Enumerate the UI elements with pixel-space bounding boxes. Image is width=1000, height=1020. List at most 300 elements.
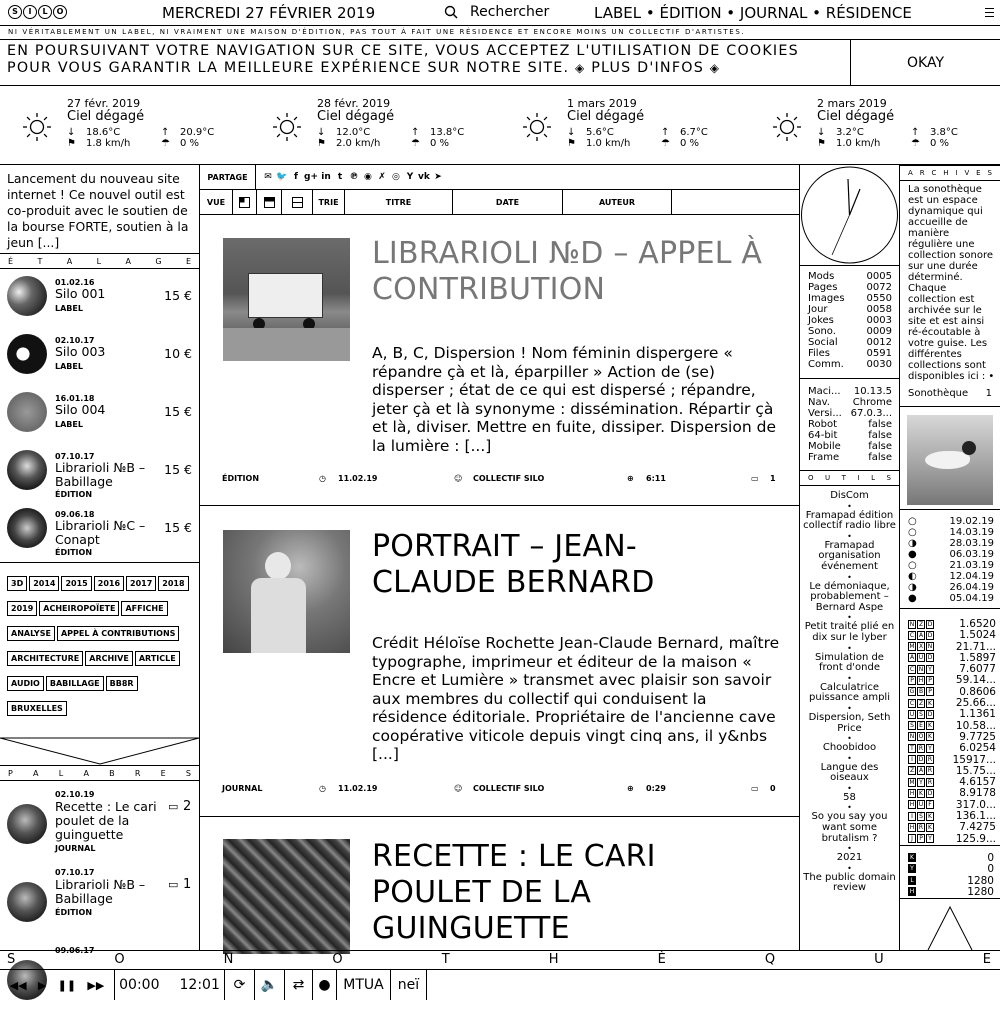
sono-letter: È xyxy=(657,952,666,967)
header-letter: H xyxy=(943,169,949,177)
item-title[interactable]: Librarioli №B – Babillage xyxy=(55,460,146,489)
post-excerpt: Crédit Héloïse Rochette Jean-Claude Bernard, maître typographe, imprimeur et éditeur de la maison « Encre et Lumière » transmet avec plaisir son savoir aux membres du collectif qui conduisent la résidence éditoriale. Propriétaire de l'ancienne cave coopérative viticole depuis vingt cinq ans, il y&nbs [...] xyxy=(372,634,780,763)
thread-count: 1 xyxy=(183,877,192,892)
code-letter: K xyxy=(926,812,934,821)
tag-link[interactable]: BB8R xyxy=(106,676,138,691)
moon-date: 05.04.19 xyxy=(949,593,994,604)
sono-letter: U xyxy=(874,952,884,967)
currency-rates xyxy=(908,619,996,845)
shop-item[interactable] xyxy=(0,270,198,332)
moon-phase-icon: ◐ xyxy=(908,571,917,582)
thermometer-high-icon: ↑ xyxy=(161,127,170,138)
twitter-share-icon[interactable]: 🐦 xyxy=(276,172,288,182)
next-track-icon[interactable]: ▶▶ xyxy=(87,978,105,992)
diamond-icon: ◈ xyxy=(709,61,721,75)
clock-icon: ◷ xyxy=(319,784,326,793)
item-date: 02.10.17 xyxy=(55,336,95,345)
header-letter: L xyxy=(871,474,875,482)
post-date: 11.02.19 xyxy=(338,784,378,793)
currency-row xyxy=(908,709,996,720)
hacker-news-share-icon[interactable]: Y xyxy=(406,172,414,182)
tool-link[interactable]: So you say you want some brutalism ? xyxy=(811,811,888,844)
moon-phase-icon: ○ xyxy=(908,560,917,571)
header-letter: R xyxy=(134,768,141,778)
moon-phase-row xyxy=(908,571,994,582)
post-category[interactable]: ÉDITION xyxy=(222,474,260,483)
email-share-icon[interactable]: ✉ xyxy=(264,172,272,182)
sono-letter: Q xyxy=(764,952,776,967)
currency-code xyxy=(908,811,935,822)
sonotheque-link[interactable] xyxy=(908,388,992,399)
reddit-share-icon[interactable]: ◉ xyxy=(364,172,372,182)
currency-row xyxy=(908,834,996,845)
post-duration: 0:29 xyxy=(646,784,666,793)
tag-link[interactable]: ANALYSE xyxy=(7,626,55,641)
search-input[interactable]: Rechercher xyxy=(470,4,550,20)
tool-link[interactable]: The public domain review xyxy=(803,871,896,894)
wind-flag-icon: ⚑ xyxy=(67,138,76,149)
code-letter: S xyxy=(917,710,925,719)
stat-row-label: Social xyxy=(808,337,838,348)
currency-value: 4.6157 xyxy=(959,776,996,789)
sono-letter: E xyxy=(982,952,991,967)
code-letter: H xyxy=(918,676,924,684)
moon-phase-icon: ◑ xyxy=(908,582,917,593)
record-cover xyxy=(7,392,47,432)
view-compact-icon[interactable] xyxy=(282,190,313,214)
sys-row-label: Robot xyxy=(808,419,838,430)
code-letter: D xyxy=(927,710,933,718)
author-icon: ☺ xyxy=(454,784,463,793)
post-duration: 6:11 xyxy=(646,474,666,483)
record-cover xyxy=(7,450,47,490)
main-nav[interactable]: LABEL • ÉDITION • JOURNAL • RÉSIDENCE xyxy=(594,4,912,22)
header-letter: I xyxy=(955,169,958,177)
weather-rain: 0 % xyxy=(930,138,950,149)
currency-value: 1.5897 xyxy=(959,651,996,664)
moon-phase-row xyxy=(908,582,994,593)
weather-wind: 2.0 km/h xyxy=(336,138,381,149)
stat-row-label: Jokes xyxy=(808,315,834,326)
item-price: 15 € xyxy=(164,288,192,303)
stat-row xyxy=(808,337,892,348)
sys-row-value: false xyxy=(868,441,892,452)
tag-link[interactable]: 2019 xyxy=(7,601,37,616)
currency-code xyxy=(908,766,935,777)
item-category[interactable]: LABEL xyxy=(55,420,83,429)
tag-link[interactable]: ARCHITECTURE xyxy=(7,651,83,666)
weather-strip xyxy=(0,86,1000,165)
header-letter: B xyxy=(109,768,115,778)
tag-link[interactable]: APPEL À CONTRIBUTIONS xyxy=(57,626,180,641)
item-category[interactable]: LABEL xyxy=(55,362,83,371)
sono-letter: T xyxy=(441,952,450,967)
code-letter: P xyxy=(926,676,934,685)
header-letter: O xyxy=(808,474,814,482)
currency-code xyxy=(908,755,935,766)
item-date: 16.01.18 xyxy=(55,394,95,403)
archives-column xyxy=(900,165,1000,950)
site-stats xyxy=(808,271,892,370)
post-image[interactable] xyxy=(223,839,350,954)
view-grid-icon[interactable] xyxy=(233,190,257,214)
bullet-separator: • xyxy=(847,501,852,511)
sys-row xyxy=(808,441,892,452)
whatsapp-share-icon[interactable]: ◎ xyxy=(392,172,400,182)
code-letter: G xyxy=(909,688,915,696)
google-plus-share-icon[interactable]: g+ xyxy=(304,172,318,182)
currency-value: 0.8606 xyxy=(959,685,996,698)
tag-link[interactable]: AUDIO xyxy=(7,676,44,691)
item-title[interactable]: Silo 001 xyxy=(55,286,106,301)
tool-link[interactable]: Simulation de front d'onde xyxy=(815,651,884,674)
tool-link[interactable]: 58 xyxy=(843,791,856,803)
thread-thumbnail xyxy=(7,804,47,844)
stat-row-label: Mods xyxy=(808,271,835,282)
header-letter: U xyxy=(825,474,831,482)
archives-text: La sonothèque est un espace dynamique qui accueille de manière régulière une collection sonore sur une durée déterminé. Chaque collection est archivée sur le site et est ainsi ré-écoutable à votre guise. Les différentes collections sont disponibles ici : • xyxy=(908,184,995,382)
currency-value: 7.4275 xyxy=(959,821,996,834)
wind-flag-icon: ⚑ xyxy=(317,138,326,149)
view-list-icon[interactable] xyxy=(257,190,282,214)
left-column xyxy=(0,165,200,955)
moon-date: 06.03.19 xyxy=(949,549,994,560)
stat-row xyxy=(808,326,892,337)
pinterest-share-icon[interactable]: ℗ xyxy=(349,172,359,182)
bird-image[interactable] xyxy=(907,415,993,505)
sort-title-button[interactable]: TITRE xyxy=(345,190,453,214)
play-icon[interactable]: ▶ xyxy=(37,978,47,992)
tag-link[interactable]: 2017 xyxy=(126,576,156,591)
weather-date: 1 mars 2019 xyxy=(567,97,637,110)
thread-category[interactable]: ÉDITION xyxy=(55,908,93,917)
post-title[interactable]: LIBRARIOLI №D – APPEL À CONTRIBUTION xyxy=(372,236,763,307)
bullet-separator: • xyxy=(847,703,852,713)
currency-code xyxy=(908,642,935,653)
post-card[interactable] xyxy=(200,216,799,506)
sono-letter: O xyxy=(332,952,343,967)
tag-cloud xyxy=(7,571,195,736)
moon-date: 14.03.19 xyxy=(949,527,994,538)
code-letter: R xyxy=(918,744,924,752)
weather-wind: 1.8 km/h xyxy=(86,138,131,149)
shop-item[interactable] xyxy=(0,328,198,390)
sys-row xyxy=(808,408,892,419)
main-feed xyxy=(200,165,800,950)
item-category[interactable]: LABEL xyxy=(55,304,83,313)
sys-row-value: Chrome xyxy=(852,397,892,408)
tool-link[interactable]: Petit traité plié en dix sur le lyber xyxy=(804,621,895,643)
tag-link[interactable]: ARCHIVE xyxy=(85,651,133,666)
code-letter: R xyxy=(927,767,933,775)
sys-row xyxy=(808,397,892,408)
sonotheque-count: 1 xyxy=(985,388,992,399)
tool-link[interactable]: 2021 xyxy=(836,852,863,864)
reading-time-icon: ⊕ xyxy=(627,474,634,483)
thread-title[interactable]: Recette : Le cari poulet de la guinguette xyxy=(55,799,157,842)
collapse-arrow-icon[interactable] xyxy=(0,737,199,765)
previous-track-icon[interactable]: ◀◀ xyxy=(9,978,27,992)
code-letter: P xyxy=(908,676,916,685)
author-icon: ☺ xyxy=(454,474,463,483)
code-letter: H xyxy=(909,789,915,797)
track-title[interactable]: MTUA xyxy=(337,970,391,1000)
code-letter: X xyxy=(918,643,924,651)
currency-value: 15.75... xyxy=(955,764,996,777)
cookie-text xyxy=(7,43,799,77)
currency-value: 8.9178 xyxy=(959,787,996,800)
header-letter: A xyxy=(83,768,89,778)
currency-value: 59.14... xyxy=(955,674,996,687)
logo-letter: O xyxy=(53,5,67,19)
audio-player xyxy=(0,970,1000,1000)
post-title[interactable]: RECETTE : LE CARI POULET DE LA GUINGUETTE xyxy=(372,839,656,946)
post-category[interactable]: JOURNAL xyxy=(222,784,263,793)
sun-icon xyxy=(772,112,802,142)
logo-letter: S xyxy=(8,5,22,19)
tag-link[interactable]: AFFICHE xyxy=(121,601,167,616)
tag-link[interactable]: 2018 xyxy=(158,576,188,591)
comment-icon: ▭ xyxy=(168,878,179,891)
sonotheque-bar[interactable] xyxy=(0,950,1000,970)
moon-date: 21.03.19 xyxy=(949,560,994,571)
code-letter: O xyxy=(918,733,924,741)
cookie-ok-button[interactable]: OKAY xyxy=(850,40,1000,85)
wind-flag-icon: ⚑ xyxy=(817,138,826,149)
sys-row-label: Versi... xyxy=(808,408,842,419)
currency-code xyxy=(908,664,935,675)
item-title[interactable]: Silo 003 xyxy=(55,344,106,359)
menu-icon[interactable] xyxy=(985,5,994,19)
item-category[interactable]: ÉDITION xyxy=(55,548,93,557)
sys-row xyxy=(808,419,892,430)
currency-code xyxy=(908,800,935,811)
header-letter: E xyxy=(185,256,191,266)
code-letter: E xyxy=(917,721,925,730)
shuffle-icon[interactable]: ⇄ xyxy=(285,970,313,1000)
post-author[interactable]: COLLECTIF SILO xyxy=(473,474,545,483)
sun-icon xyxy=(22,112,52,142)
thread-title[interactable]: Librarioli №B – Babillage xyxy=(55,877,146,906)
item-price: 10 € xyxy=(164,346,192,361)
current-date: MERCREDI 27 FÉVRIER 2019 xyxy=(162,4,376,22)
crypto-value: 0 xyxy=(987,852,994,864)
clock-widget xyxy=(800,165,899,265)
post-excerpt: A, B, C, Dispersion ! Nom féminin dispergere « répandre çà et là, éparpiller » Action de (se) disperser ; état de ce qui est dispersé ; répandre, jeter çà et là synonyme : dissémination. Répartir çà et là, diviser. Mettre en fuite, dissiper. Dispersion de la lumière : [...] xyxy=(372,344,776,455)
tool-link[interactable]: Le démoniaque, probablement – Bernard Aspe xyxy=(809,580,890,613)
tag-link[interactable]: 3D xyxy=(7,576,27,591)
top-bar xyxy=(0,0,1000,26)
crypto-value: 1280 xyxy=(967,885,994,898)
pause-icon[interactable]: ❚❚ xyxy=(57,978,77,992)
archives-header xyxy=(900,165,1000,181)
code-letter: C xyxy=(909,699,915,707)
thermometer-high-icon: ↑ xyxy=(411,127,420,138)
header-letter: É xyxy=(8,256,14,266)
stat-row xyxy=(808,348,892,359)
header-letter: S xyxy=(987,169,992,177)
post-card[interactable] xyxy=(200,507,799,817)
sonotheque-label: Sonothèque xyxy=(908,388,969,399)
moon-phase-row xyxy=(908,527,994,538)
code-letter: H xyxy=(909,801,915,809)
stat-row-label: Jour xyxy=(808,304,828,315)
code-letter: K xyxy=(926,732,934,741)
shop-item[interactable] xyxy=(0,386,198,448)
sort-author-button[interactable]: AUTEUR xyxy=(563,190,672,214)
record-cover xyxy=(7,334,47,374)
post-card[interactable] xyxy=(200,818,799,950)
code-letter: H xyxy=(909,823,915,831)
rain-drop-icon: ☂ xyxy=(411,138,420,149)
weather-low: 3.2°C xyxy=(836,127,864,138)
tool-link[interactable]: Framapad organisation événement xyxy=(818,539,881,572)
thermometer-low-icon: ↓ xyxy=(567,127,576,138)
tag-link[interactable]: ACHEIROPOÏETE xyxy=(39,601,119,616)
tool-link[interactable]: Calculatrice puissance ampli xyxy=(809,681,890,704)
crypto-symbol: K xyxy=(908,853,916,862)
currency-value: 6.0254 xyxy=(959,742,996,755)
code-letter: U xyxy=(918,801,924,809)
shop-item[interactable] xyxy=(0,444,198,506)
code-letter: N xyxy=(918,665,924,673)
weather-day xyxy=(750,86,1000,165)
code-letter: F xyxy=(926,800,934,809)
cookie-more-link[interactable]: PLUS D'INFOS xyxy=(591,60,704,76)
tumblr-share-icon[interactable]: t xyxy=(337,172,343,182)
item-category[interactable]: ÉDITION xyxy=(55,490,93,499)
thermometer-high-icon: ↑ xyxy=(911,127,920,138)
item-title[interactable]: Librarioli №C – Conapt xyxy=(55,518,146,547)
share-label: PARTAGE xyxy=(200,165,256,189)
code-letter: Y xyxy=(926,744,934,753)
search-icon[interactable] xyxy=(444,5,458,19)
weather-high: 13.8°C xyxy=(430,127,465,138)
currency-value: 25.66... xyxy=(955,697,996,710)
track-artist[interactable]: neï xyxy=(391,970,427,1000)
crypto-row xyxy=(908,853,994,864)
sys-row-value: false xyxy=(868,419,892,430)
tag-link[interactable]: 2016 xyxy=(94,576,124,591)
tag-link[interactable]: BRUXELLES xyxy=(7,701,67,716)
header-letter: A xyxy=(125,256,131,266)
stat-row xyxy=(808,271,892,282)
cookie-banner xyxy=(0,40,1000,86)
currency-code xyxy=(908,619,935,630)
reading-time-icon: ⊕ xyxy=(627,784,634,793)
sys-row-value: false xyxy=(868,452,892,463)
stat-row xyxy=(808,315,892,326)
shop-item[interactable] xyxy=(0,502,198,564)
discussion-item[interactable] xyxy=(0,866,198,942)
code-letter: I xyxy=(908,812,916,821)
sort-date-button[interactable]: DATE xyxy=(453,190,563,214)
header-letter: E xyxy=(976,169,981,177)
weather-day xyxy=(250,86,500,165)
thread-category[interactable]: JOURNAL xyxy=(55,844,96,853)
header-letter: V xyxy=(964,169,970,177)
code-letter: U xyxy=(909,710,915,718)
post-image[interactable] xyxy=(223,530,350,653)
weather-condition: Ciel dégagé xyxy=(817,109,895,124)
currency-code xyxy=(908,743,935,754)
code-letter: K xyxy=(917,789,925,798)
comment-icon: ▭ xyxy=(751,784,759,793)
tool-link[interactable]: DisCom xyxy=(830,490,869,501)
weather-low: 18.6°C xyxy=(86,127,121,138)
stat-row-value: 0003 xyxy=(866,315,892,326)
xing-share-icon[interactable]: ✗ xyxy=(378,172,386,182)
currency-value: 7.6077 xyxy=(959,663,996,676)
header-letter: G xyxy=(155,256,162,266)
facebook-share-icon[interactable]: f xyxy=(294,172,298,182)
linkedin-share-icon[interactable]: in xyxy=(321,172,331,182)
tag-link[interactable]: 2014 xyxy=(29,576,59,591)
scroll-up-triangle-icon[interactable] xyxy=(900,899,1000,950)
post-comment-count: 1 xyxy=(770,474,776,483)
header-letter: S xyxy=(886,474,891,482)
stat-row-value: 0591 xyxy=(866,348,892,359)
tool-link[interactable]: Choobidoo xyxy=(822,742,877,754)
thread-thumbnail xyxy=(7,882,47,922)
volume-icon[interactable]: 🔈 xyxy=(255,970,285,1000)
currency-value: 10.58... xyxy=(955,719,996,732)
post-image[interactable] xyxy=(223,238,350,361)
clock-icon: ◷ xyxy=(319,474,326,483)
weather-high: 6.7°C xyxy=(680,127,708,138)
header-letter: T xyxy=(37,256,43,266)
moon-date: 26.04.19 xyxy=(949,582,994,593)
tool-link[interactable]: Langue des oiseaux xyxy=(820,761,879,784)
moon-phase-row xyxy=(908,538,994,549)
tag-link[interactable]: BABILLAGE xyxy=(46,676,104,691)
header-letter: T xyxy=(841,474,846,482)
stat-row-value: 0030 xyxy=(866,359,892,370)
currency-code xyxy=(908,675,935,686)
sys-row-value: false xyxy=(868,430,892,441)
sys-row-label: Nav. xyxy=(808,397,830,408)
record-icon[interactable]: ● xyxy=(313,970,337,1000)
discussion-item[interactable] xyxy=(0,788,198,864)
post-author[interactable]: COLLECTIF SILO xyxy=(473,784,545,793)
currency-value: 136.1... xyxy=(955,810,996,823)
crypto-row xyxy=(908,887,994,898)
item-date: 07.10.17 xyxy=(55,452,95,461)
vk-share-icon[interactable]: vk xyxy=(418,172,430,182)
item-title[interactable]: Silo 004 xyxy=(55,402,106,417)
bullet-separator: • xyxy=(847,572,852,582)
site-logo[interactable] xyxy=(8,5,67,19)
stat-row xyxy=(808,282,892,293)
sys-row-value: 10.13.5 xyxy=(853,386,892,397)
bullet-separator: • xyxy=(847,613,852,623)
tag-link[interactable]: ARTICLE xyxy=(135,651,180,666)
tag-link[interactable]: 2015 xyxy=(61,576,91,591)
post-title[interactable]: PORTRAIT – JEAN-CLAUDE BERNARD xyxy=(372,529,655,600)
moon-phase-row xyxy=(908,560,994,571)
tool-link[interactable]: Dispersion, Seth Price xyxy=(808,711,891,734)
news-blurb[interactable]: Lancement du nouveau site internet ! Ce nouvel outil est co-produit avec le soutien de la bourse FORTE, soutien à la jeun [...] xyxy=(7,171,189,250)
currency-code xyxy=(908,732,935,743)
loop-icon[interactable]: ⟳ xyxy=(225,970,255,1000)
code-letter: P xyxy=(926,687,934,696)
header-letter: C xyxy=(931,169,937,177)
currency-value: 1.5024 xyxy=(959,629,996,642)
telegram-share-icon[interactable]: ➤ xyxy=(434,172,442,182)
weather-high: 20.9°C xyxy=(180,127,215,138)
tool-link[interactable]: Framapad édition collectif radio libre xyxy=(803,509,896,532)
currency-row xyxy=(908,743,996,754)
